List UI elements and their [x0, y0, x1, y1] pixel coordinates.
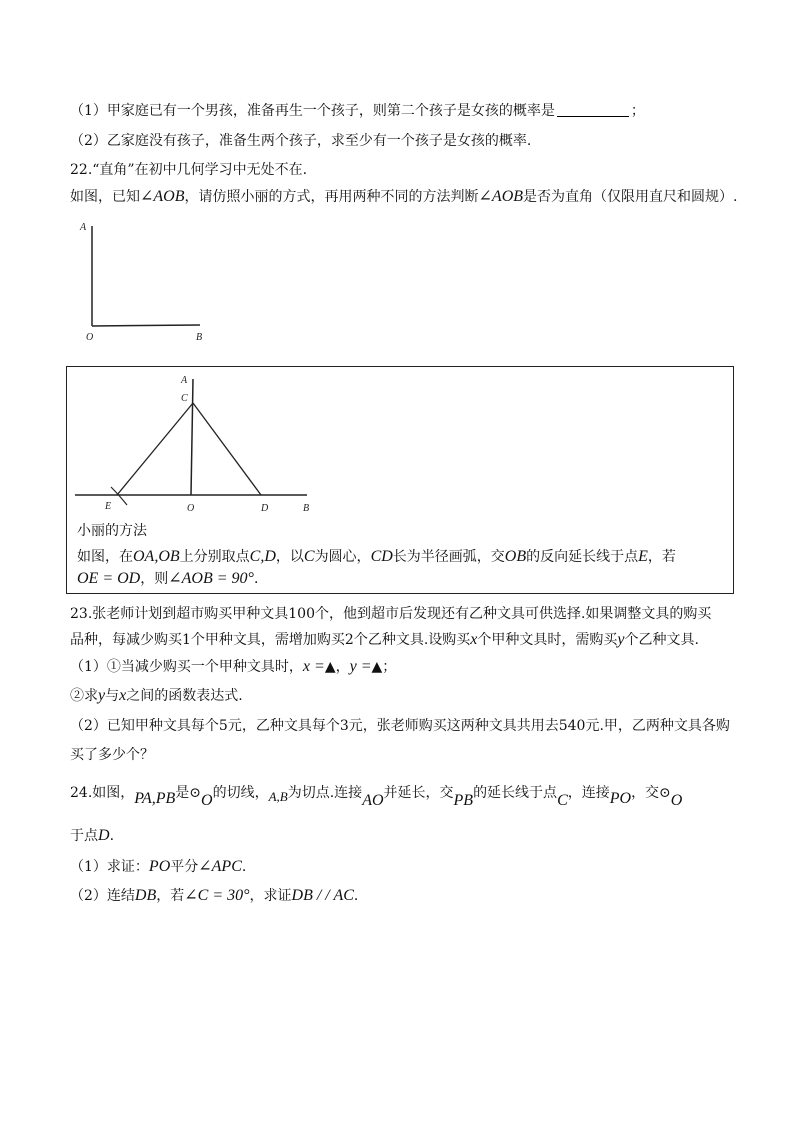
- q24-line1: 24.如图，PA,PB是⊙O的切线，A,B为切点.连接AO并延长，交PB的延长线于点C，连接PO，交⊙O: [70, 785, 683, 809]
- label-a: A: [181, 375, 188, 386]
- q23-line2: 品种，每减少购买1个甲种文具，需增加购买2个乙种文具.设购买x个甲种文具时，需购买y个乙种文具.: [70, 631, 699, 648]
- label-o: O: [187, 503, 195, 514]
- q21-sub1: （1）甲家庭已有一个男孩，准备再生一个孩子，则第二个孩子是女孩的概率是 ；: [70, 103, 645, 119]
- q21-sub2: （2）乙家庭没有孩子，准备生两个孩子，求至少有一个孩子是女孩的概率.: [70, 133, 532, 149]
- label-o: O: [86, 332, 94, 343]
- angle-aob-figure: [70, 218, 230, 348]
- q23-sub1: （1）①当减少购买一个甲种文具时，x =▲，y =▲；: [70, 658, 397, 675]
- q24-line2: 于点D.: [70, 827, 115, 844]
- xiaoli-method-box: [66, 366, 734, 594]
- method-line2: OE = OD，则∠AOB = 90°.: [77, 570, 259, 587]
- q24-sub1: （1）求证：PO平分∠APC.: [70, 858, 247, 875]
- q22-prompt: 如图，已知∠AOB，请仿照小丽的方式，再用两种不同的方法判断∠AOB是否为直角（仅限用直尺和圆规）.: [70, 188, 738, 205]
- compass-construction-figure: [75, 371, 315, 517]
- segment-cd: [193, 403, 261, 495]
- answer-blank: [557, 102, 629, 117]
- q23-sub2-line1: （2）已知甲种文具每个5元，乙种文具每个3元，张老师购买这两种文具共用去540元.甲，乙两种文具各购: [70, 718, 730, 734]
- ray-ob: [92, 325, 200, 326]
- q22-title: 22.“直角”在初中几何学习中无处不在.: [70, 162, 308, 178]
- compass-arc: [111, 487, 127, 505]
- q24-sub2: （2）连结DB，若∠C = 30°，求证DB / / AC.: [70, 887, 359, 904]
- label-c: C: [181, 393, 188, 404]
- label-b: B: [303, 503, 310, 514]
- q23-sub1b: ②求y与x之间的函数表达式.: [70, 687, 243, 704]
- label-a: A: [80, 222, 87, 233]
- q23-sub2-line2: 买了多少个？: [70, 747, 154, 763]
- label-b: B: [196, 332, 203, 343]
- method-line1: 如图，在OA,OB上分别取点C,D，以C为圆心，CD长为半径画弧，交OB的反向延长线于点E，若: [77, 548, 676, 565]
- method-title: 小丽的方法: [77, 523, 147, 539]
- label-d: D: [261, 503, 269, 514]
- label-e: E: [105, 501, 112, 512]
- ray-oa: [191, 379, 193, 495]
- q23-line1: 23.张老师计划到超市购买甲种文具100个，他到超市后发现还有乙种文具可供选择.如果调整文具的购买: [70, 606, 712, 622]
- segment-ce: [117, 403, 193, 495]
